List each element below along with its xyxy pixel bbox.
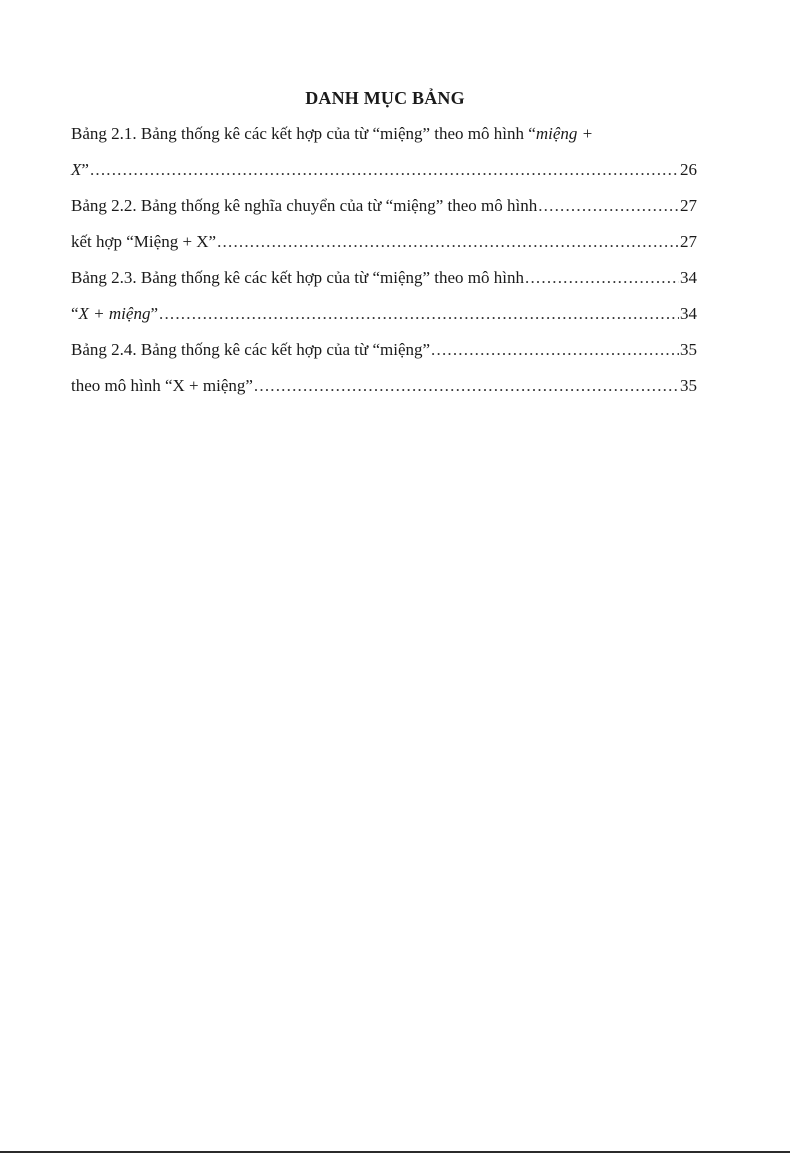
toc-entry-text: Bảng 2.1. Bảng thống kê các kết hợp của từ “miệng” theo mô hình “miệng + xyxy=(71,124,594,143)
dot-leader xyxy=(90,158,679,182)
toc-entry-text: kết hợp “Miệng + X” xyxy=(71,232,217,251)
toc-entry-text: Bảng 2.3. Bảng thống kê các kết hợp của từ “miệng” theo mô hình xyxy=(71,268,525,287)
dot-leader xyxy=(254,374,679,398)
toc-entry-2-1-line-2[interactable] xyxy=(71,158,697,194)
toc-entry-2-2-line-2[interactable] xyxy=(71,230,697,266)
page-number: 34 xyxy=(680,268,697,287)
toc-entry-2-4-line-2[interactable] xyxy=(71,374,697,410)
page-number: 35 xyxy=(680,340,697,359)
toc-entry-text: “X + miệng” xyxy=(71,304,158,323)
page-number: 26 xyxy=(680,160,697,179)
toc-entry-2-4-line-1[interactable] xyxy=(71,338,697,374)
dot-leader xyxy=(217,230,679,254)
toc-entry-2-1-line-1[interactable] xyxy=(71,122,697,158)
toc-entry-text: Bảng 2.4. Bảng thống kê các kết hợp của từ “miệng” xyxy=(71,340,431,359)
toc-entry-text: Bảng 2.2. Bảng thống kê nghĩa chuyển của từ “miệng” theo mô hình xyxy=(71,196,538,215)
page-number: 27 xyxy=(680,196,697,215)
toc-entry-italic: miệng + xyxy=(535,124,594,143)
page-number: 27 xyxy=(680,232,697,251)
table-of-tables xyxy=(71,122,697,410)
dot-leader xyxy=(159,302,679,326)
page-bottom-edge xyxy=(0,1151,790,1153)
page-number: 35 xyxy=(680,376,697,395)
toc-entry-text: theo mô hình “X + miệng” xyxy=(71,376,253,395)
dot-leader xyxy=(538,194,679,218)
page-number: 34 xyxy=(680,304,697,323)
toc-entry-text: X” xyxy=(71,160,89,179)
toc-entry-2-3-line-2[interactable] xyxy=(71,302,697,338)
toc-entry-2-3-line-1[interactable] xyxy=(71,266,697,302)
page-title: DANH MỤC BẢNG xyxy=(305,88,465,108)
toc-entry-2-2-line-1[interactable] xyxy=(71,194,697,230)
dot-leader xyxy=(525,266,679,290)
dot-leader xyxy=(431,338,679,362)
